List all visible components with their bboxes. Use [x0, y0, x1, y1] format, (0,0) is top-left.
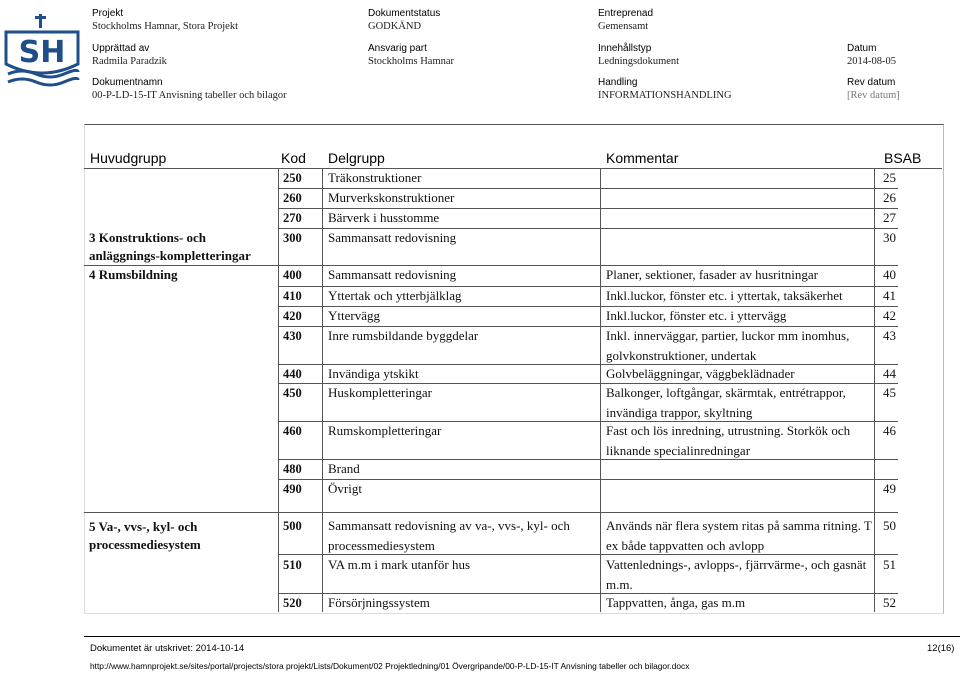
- kod-cell: 260: [283, 191, 302, 205]
- delgrupp-cell: Träkonstruktioner: [328, 170, 422, 185]
- delgrupp-cell: Inre rumsbildande byggdelar: [328, 328, 479, 343]
- kod-cell: 410: [283, 289, 302, 303]
- delgrupp-cell: Sammansatt redovisning: [328, 230, 457, 245]
- rule-row: [278, 479, 898, 480]
- bsab-cell: 46: [883, 423, 896, 438]
- delgrupp-cell: Brand: [328, 461, 360, 476]
- field-dokumentstatus: [368, 7, 440, 34]
- rule-col-kommentar: [600, 168, 601, 612]
- delgrupp-cell: Sammansatt redovisning av va-, vvs-, kyl- och processmediesystem: [328, 518, 570, 553]
- projekt-label: Projekt: [92, 8, 124, 19]
- dokumentnamn-label: Dokumentnamn: [92, 77, 163, 88]
- projekt-value: Stockholms Hamnar, Stora Projekt: [92, 21, 238, 32]
- kod-cell: 500: [283, 519, 302, 533]
- bsab-cell: 42: [883, 308, 896, 323]
- kod-cell: 400: [283, 268, 302, 282]
- rule-col-bsab: [874, 168, 875, 612]
- document-header: [0, 0, 960, 112]
- delgrupp-cell: Bärverk i husstomme: [328, 210, 440, 225]
- delgrupp-cell: Övrigt: [328, 481, 362, 496]
- delgrupp-cell: Yttertak och ytterbjälklag: [328, 288, 462, 303]
- rule-col-delgrupp: [322, 168, 323, 612]
- kommentar-cell: Planer, sektioner, fasader av husritningar: [606, 267, 818, 282]
- datum-label: Datum: [847, 43, 877, 54]
- group-5: 5 Va-, vvs-, kyl- och processmediesystem: [89, 519, 201, 552]
- bsab-cell: 44: [883, 366, 896, 381]
- kod-cell: 520: [283, 596, 302, 610]
- rule-group: [84, 512, 898, 513]
- delgrupp-cell: Invändiga ytskikt: [328, 366, 419, 381]
- bsab-cell: 52: [883, 595, 896, 610]
- kod-cell: 270: [283, 211, 302, 225]
- printed-date: Dokumentet är utskrivet: 2014-10-14: [90, 643, 245, 654]
- kommentar-cell: Vattenlednings-, avlopps-, fjärrvärme-, och gasnät m.m.: [606, 557, 867, 592]
- delgrupp-cell: Murverkskonstruktioner: [328, 190, 455, 205]
- rule-header: [84, 168, 942, 169]
- upprattad-av-value: Radmila Paradzik: [92, 56, 167, 67]
- kommentar-cell: Inkl.luckor, fönster etc. i yttervägg: [606, 308, 787, 323]
- kod-cell: 300: [283, 231, 302, 245]
- bsab-cell: 49: [883, 481, 896, 496]
- field-rev-datum: [847, 76, 900, 103]
- bsab-cell: 45: [883, 385, 896, 400]
- kommentar-cell: Balkonger, loftgångar, skärmtak, entrétrappor, invändiga trappor, skyltning: [606, 385, 846, 420]
- kod-cell: 460: [283, 424, 302, 438]
- rev-datum-value: [Rev datum]: [847, 90, 900, 101]
- entreprenad-label: Entreprenad: [598, 8, 654, 19]
- delgrupp-cell: Sammansatt redovisning: [328, 267, 457, 282]
- handling-label: Handling: [598, 77, 638, 88]
- entreprenad-value: Gemensamt: [598, 21, 649, 32]
- kod-cell: 490: [283, 482, 302, 496]
- header-kommentar: Kommentar: [606, 150, 679, 166]
- field-innehallstyp: [598, 42, 679, 69]
- document-url[interactable]: http://www.hamnprojekt.se/sites/portal/projects/stora projekt/Lists/Dokument/02 Projektledning/01 Övergripande/00-P-LD-15-IT Anvisning tabeller och bilagor.docx: [90, 661, 690, 671]
- page-number: 12(16): [927, 643, 955, 654]
- rev-datum-label: Rev datum: [847, 77, 896, 88]
- delgrupp-cell: Försörjningssystem: [328, 595, 430, 610]
- kommentar-cell: Fast och lös inredning, utrustning. Storkök och liknande specialinredningar: [606, 423, 851, 458]
- group-4: 4 Rumsbildning: [89, 267, 178, 282]
- rule-col-kod: [278, 168, 279, 612]
- kod-cell: 510: [283, 558, 302, 572]
- header-bsab: BSAB: [884, 150, 922, 166]
- bsab-cell: 30: [883, 230, 896, 245]
- kod-cell: 430: [283, 329, 302, 343]
- ansvarig-part-value: Stockholms Hamnar: [368, 56, 455, 67]
- delgrupp-cell: VA m.m i mark utanför hus: [328, 557, 471, 572]
- field-upprattad-av: [92, 42, 167, 69]
- delgrupp-cell: Huskompletteringar: [328, 385, 432, 400]
- innehallstyp-label: Innehållstyp: [598, 43, 652, 54]
- group-3: 3 Konstruktions- och anläggnings-kompletteringar: [89, 230, 251, 263]
- bsab-cell: 50: [883, 518, 896, 533]
- dokumentstatus-label: Dokumentstatus: [368, 8, 441, 19]
- field-dokumentnamn: [92, 76, 287, 103]
- bsab-cell: 43: [883, 328, 896, 343]
- header-kod: Kod: [281, 150, 306, 166]
- delgrupp-cell: Rumskompletteringar: [328, 423, 442, 438]
- kod-cell: 450: [283, 386, 302, 400]
- field-projekt: [92, 7, 238, 34]
- header-huvudgrupp: Huvudgrupp: [90, 150, 167, 166]
- datum-value: 2014-08-05: [847, 56, 896, 67]
- kod-cell: 440: [283, 367, 302, 381]
- bsab-cell: 41: [883, 288, 896, 303]
- delgrupp-cell: Yttervägg: [328, 308, 380, 323]
- logo-text: SH: [18, 35, 66, 70]
- kommentar-cell: Golvbeläggningar, väggbeklädnader: [606, 366, 795, 381]
- field-datum: [847, 42, 896, 69]
- kommentar-cell: Inkl. innerväggar, partier, luckor mm inomhus, golvkonstruktioner, undertak: [606, 328, 850, 363]
- kod-cell: 250: [283, 171, 302, 185]
- field-ansvarig-part: [368, 42, 454, 69]
- ansvarig-part-label: Ansvarig part: [368, 43, 427, 54]
- handling-value: INFORMATIONSHANDLING: [598, 90, 732, 101]
- kommentar-cell: Används när flera system ritas på samma ritning. T ex både tappvatten och avlopp: [606, 518, 872, 553]
- bsab-cell: 25: [883, 170, 896, 185]
- upprattad-av-label: Upprättad av: [92, 43, 150, 54]
- field-handling: [598, 76, 732, 103]
- kod-cell: 420: [283, 309, 302, 323]
- bsab-cell: 26: [883, 190, 896, 205]
- field-entreprenad: [598, 7, 653, 34]
- kommentar-cell: Tappvatten, ånga, gas m.m: [606, 595, 746, 610]
- footer-rule: [84, 636, 960, 637]
- bsab-cell: 27: [883, 210, 896, 225]
- bsab-cell: 51: [883, 557, 896, 572]
- dokumentstatus-value: GODKÄND: [368, 21, 422, 32]
- bsab-cell: 40: [883, 267, 896, 282]
- kod-cell: 480: [283, 462, 302, 476]
- kommentar-cell: Inkl.luckor, fönster etc. i yttertak, taksäkerhet: [606, 288, 843, 303]
- stockholms-hamnar-logo: [2, 12, 82, 90]
- dokumentnamn-value: 00-P-LD-15-IT Anvisning tabeller och bilagor: [92, 90, 287, 101]
- innehallstyp-value: Ledningsdokument: [598, 56, 680, 67]
- header-delgrupp: Delgrupp: [328, 150, 385, 166]
